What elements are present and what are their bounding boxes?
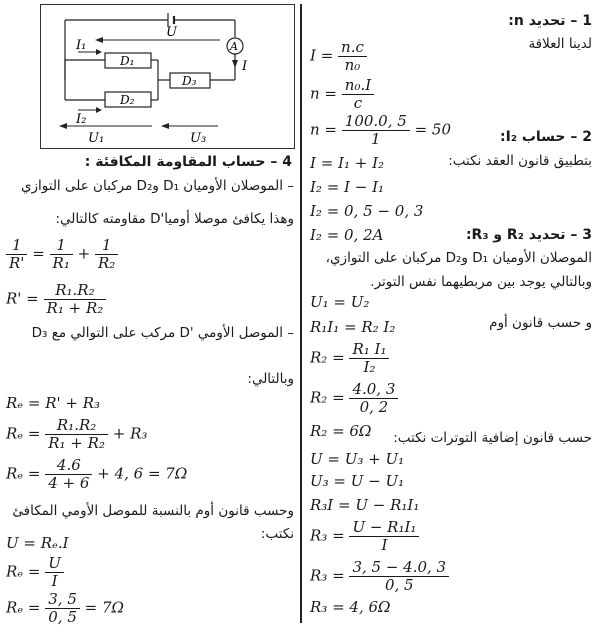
right-eq10: R₂ = $\frac{\text{R₁ I₁}}{\text{I₂}}$ bbox=[310, 342, 389, 375]
right-eq18: R₃ = 4, 6Ω bbox=[310, 598, 391, 616]
right-eq14: U₃ = U − U₁ bbox=[310, 472, 405, 490]
right-eq5: I₂ = I − I₁ bbox=[310, 178, 385, 196]
right-h1: 1 – تحديد n: bbox=[508, 13, 592, 29]
right-p2: بتطبيق قانون العقد نكتب: bbox=[448, 153, 592, 169]
label-D3: D₃ bbox=[182, 74, 197, 88]
label-U: U bbox=[166, 25, 177, 40]
right-eq17: R₃ = $\frac{3, 5 - 4.0, 3}{0, 5}$ bbox=[310, 560, 449, 593]
right-eq11: R₂ = $\frac{4.0, 3}{0, 2}$ bbox=[310, 382, 398, 415]
right-eq13: U = U₃ + U₁ bbox=[310, 450, 405, 468]
circuit-diagram bbox=[40, 4, 295, 149]
left-eq7: Rₑ = $\frac{U}{I}$ bbox=[6, 556, 64, 589]
left-eq2: R' = $\frac{\text{R₁.R₂}}{\text{R₁ + R₂}}$ bbox=[6, 283, 106, 316]
column-divider bbox=[300, 4, 302, 623]
right-eq7: I₂ = 0, 2A bbox=[310, 226, 384, 244]
right-eq8: U₁ = U₂ bbox=[310, 293, 370, 311]
label-D2: D₂ bbox=[120, 93, 135, 107]
label-I1: I₁ bbox=[76, 38, 87, 53]
right-eq9: R₁I₁ = R₂ I₂ bbox=[310, 318, 396, 336]
left-eq6: U = Rₑ.I bbox=[6, 534, 69, 552]
right-eq16: R₃ = $\frac{\text{U − R₁I₁}}{I}$ bbox=[310, 520, 419, 553]
label-U1: U₁ bbox=[88, 131, 105, 146]
left-p6: نكتب: bbox=[260, 526, 294, 542]
left-p3: – الموصل الأومي 'D مركب على التوالي مع D₃ bbox=[31, 325, 294, 341]
label-I: I bbox=[242, 59, 248, 74]
right-p3: الموصلان الأوميان D₁ وD₂ مركبان على التوازي، bbox=[325, 250, 592, 266]
right-p6: حسب قانون إضافية التوترات نكتب: bbox=[393, 430, 592, 446]
right-h3: 3 – تحديد R₂ و R₃: bbox=[465, 227, 592, 243]
right-eq15: R₃I = U − R₁I₁ bbox=[310, 496, 420, 514]
label-D1: D₁ bbox=[120, 54, 135, 68]
left-eq4: Rₑ = $\frac{\text{R₁.R₂}}{\text{R₁ + R₂}}$ + R₃ bbox=[6, 416, 148, 452]
label-U3: U₃ bbox=[190, 131, 207, 146]
left-eq3: Rₑ = R' + R₃ bbox=[6, 394, 101, 412]
right-h2: 2 – حساب I₂: bbox=[500, 129, 592, 145]
left-p4: وبالتالي: bbox=[247, 371, 294, 387]
left-eq5: Rₑ = $\frac{4.6}{4 + 6}$ + 4, 6 = 7Ω bbox=[6, 456, 188, 492]
right-eq2: n = $\frac{\text{n₀.I}}{c}$ bbox=[310, 78, 374, 111]
right-eq1: I = $\frac{n.c}{\text{n₀}}$ bbox=[310, 40, 367, 73]
left-heading: 4 – حساب المقاومة المكافئة : bbox=[84, 154, 292, 170]
label-A: A bbox=[230, 40, 238, 53]
left-p1: – الموصلان الأوميان D₁ وD₂ مركبان على التوازي bbox=[20, 178, 294, 194]
left-p5: وحسب قانون أوم بالنسبة للموصل الأومي المكافئ bbox=[12, 503, 294, 519]
right-eq4: I = I₁ + I₂ bbox=[310, 154, 385, 172]
label-I2: I₂ bbox=[76, 112, 87, 127]
right-p4: وبالتالي يوجد بين مربطيهما نفس التوتر. bbox=[370, 274, 592, 290]
right-eq3: n = $\frac{100.0, 5}{1}$ = 50 bbox=[310, 112, 452, 148]
right-p5: و حسب قانون أوم bbox=[489, 315, 592, 331]
right-p1: لدينا العلاقة bbox=[528, 36, 592, 52]
right-eq6: I₂ = 0, 5 − 0, 3 bbox=[310, 202, 424, 220]
left-eq1: $\frac{1}{R'}$ = $\frac{1}{\text{R₁}}$ + $\frac{1}{\text{R₂}}$ bbox=[6, 238, 118, 271]
left-eq8: Rₑ = $\frac{3, 5}{0, 5}$ = 7Ω bbox=[6, 590, 124, 626]
right-eq12: R₂ = 6Ω bbox=[310, 422, 372, 440]
left-p2: وهذا يكافئ موصلا أوميا'D مقاومته كالتالي: bbox=[55, 211, 294, 227]
